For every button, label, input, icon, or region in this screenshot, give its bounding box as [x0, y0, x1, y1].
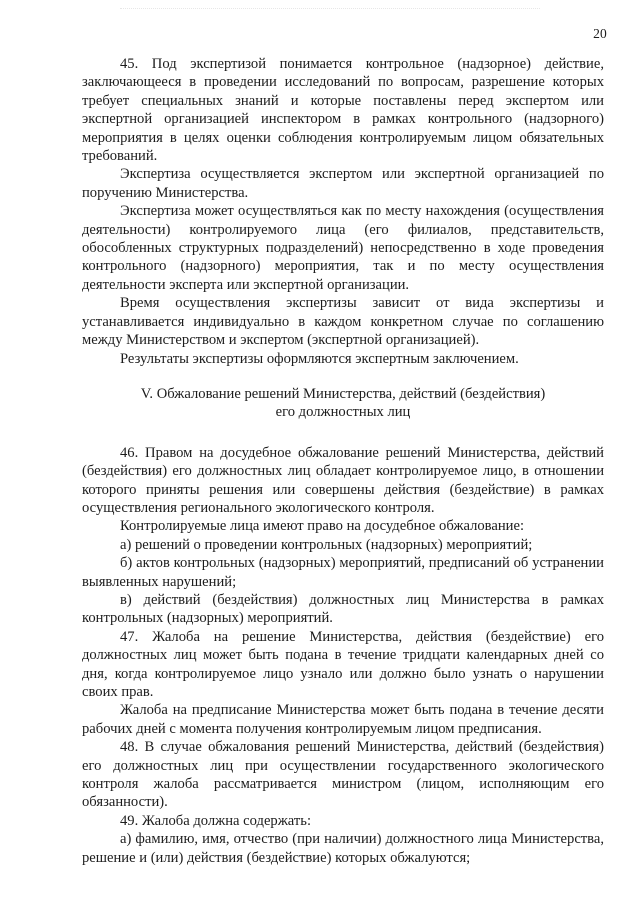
paragraph-expertise-time: Время осуществления экспертизы зависит от вида экспертизы и устанавливается индивидуально в каждом конкретном случае по соглашению между Министерством и экспертом (экспертной организацией).: [82, 295, 604, 349]
section-heading: [82, 385, 604, 422]
paragraph-45: 45. Под экспертизой понимается контрольное (надзорное) действие, заключающееся в проведении исследований по вопросам, разрешение которых требует специальных знаний и которые поставлены перед экспертом или экспертной организацией инспектором в рамках контрольного (надзорного) мероприятия в целях оценки соблюдения контролируемым лицом обязательных требований.: [82, 56, 604, 165]
paragraph-48: 48. В случае обжалования решений Министерства, действий (бездействия) его должностных лиц при осуществлении государственного экологического контроля жалоба рассматривается министром (лицом, исполняющим его обязанности).: [82, 739, 604, 811]
paragraph-prescription-complaint: Жалоба на предписание Министерства может быть подана в течение десяти рабочих дней с момента получения контролируемым лицом предписания.: [82, 702, 604, 737]
list-item-b: б) актов контрольных (надзорных) мероприятий, предписаний об устранении выявленных нарушений;: [82, 555, 604, 590]
list-item-a: а) решений о проведении контрольных (надзорных) мероприятий;: [120, 536, 533, 553]
paragraph-expertise-results: Результаты экспертизы оформляются экспертным заключением.: [120, 350, 519, 367]
paragraph-appeal-rights: Контролируемые лица имеют право на досудебное обжалование:: [120, 518, 524, 535]
paragraph-expertise-location: Экспертиза может осуществляться как по месту нахождения (осуществления деятельности) контролируемого лица (его филиалов, представительств, обособленных структурных подразделений) непосредственно в ходе проведения контрольного (надзорного) мероприятия, так и по месту осуществления деятельности эксперта или экспертной организации.: [82, 203, 604, 293]
document-body: [82, 55, 604, 867]
list-item-v: в) действий (бездействия) должностных лиц Министерства в рамках контрольных (надзорных) мероприятий.: [82, 591, 604, 627]
page-number: 20: [593, 26, 607, 41]
paragraph-expertise-performer: Экспертиза осуществляется экспертом или экспертной организацией по поручению Министерства.: [82, 166, 604, 201]
scan-artifact: [120, 8, 540, 13]
paragraph-47: 47. Жалоба на решение Министерства, действия (бездействие) его должностных лиц может быть подана в течение тридцати календарных дней со дня, когда контролируемое лицо узнало или должно было узнать о нарушении своих прав.: [82, 628, 604, 700]
section-heading-line-2: его должностных лиц: [275, 404, 411, 421]
section-heading-line-1: V. Обжалование решений Министерства, действий (бездействия): [140, 385, 546, 402]
list-item-49-a: а) фамилию, имя, отчество (при наличии) должностного лица Министерства, решение и (или) действия (бездействие) которых обжалуются;: [82, 831, 604, 866]
paragraph-46: 46. Правом на досудебное обжалование решений Министерства, действий (бездействия) его должностных лиц обладает контролируемое лицо, в отношении которого приняты решения или совершены действия (бездействие) в рамках осуществления регионального экологического контроля.: [82, 444, 604, 516]
paragraph-49: 49. Жалоба должна содержать:: [120, 812, 311, 829]
